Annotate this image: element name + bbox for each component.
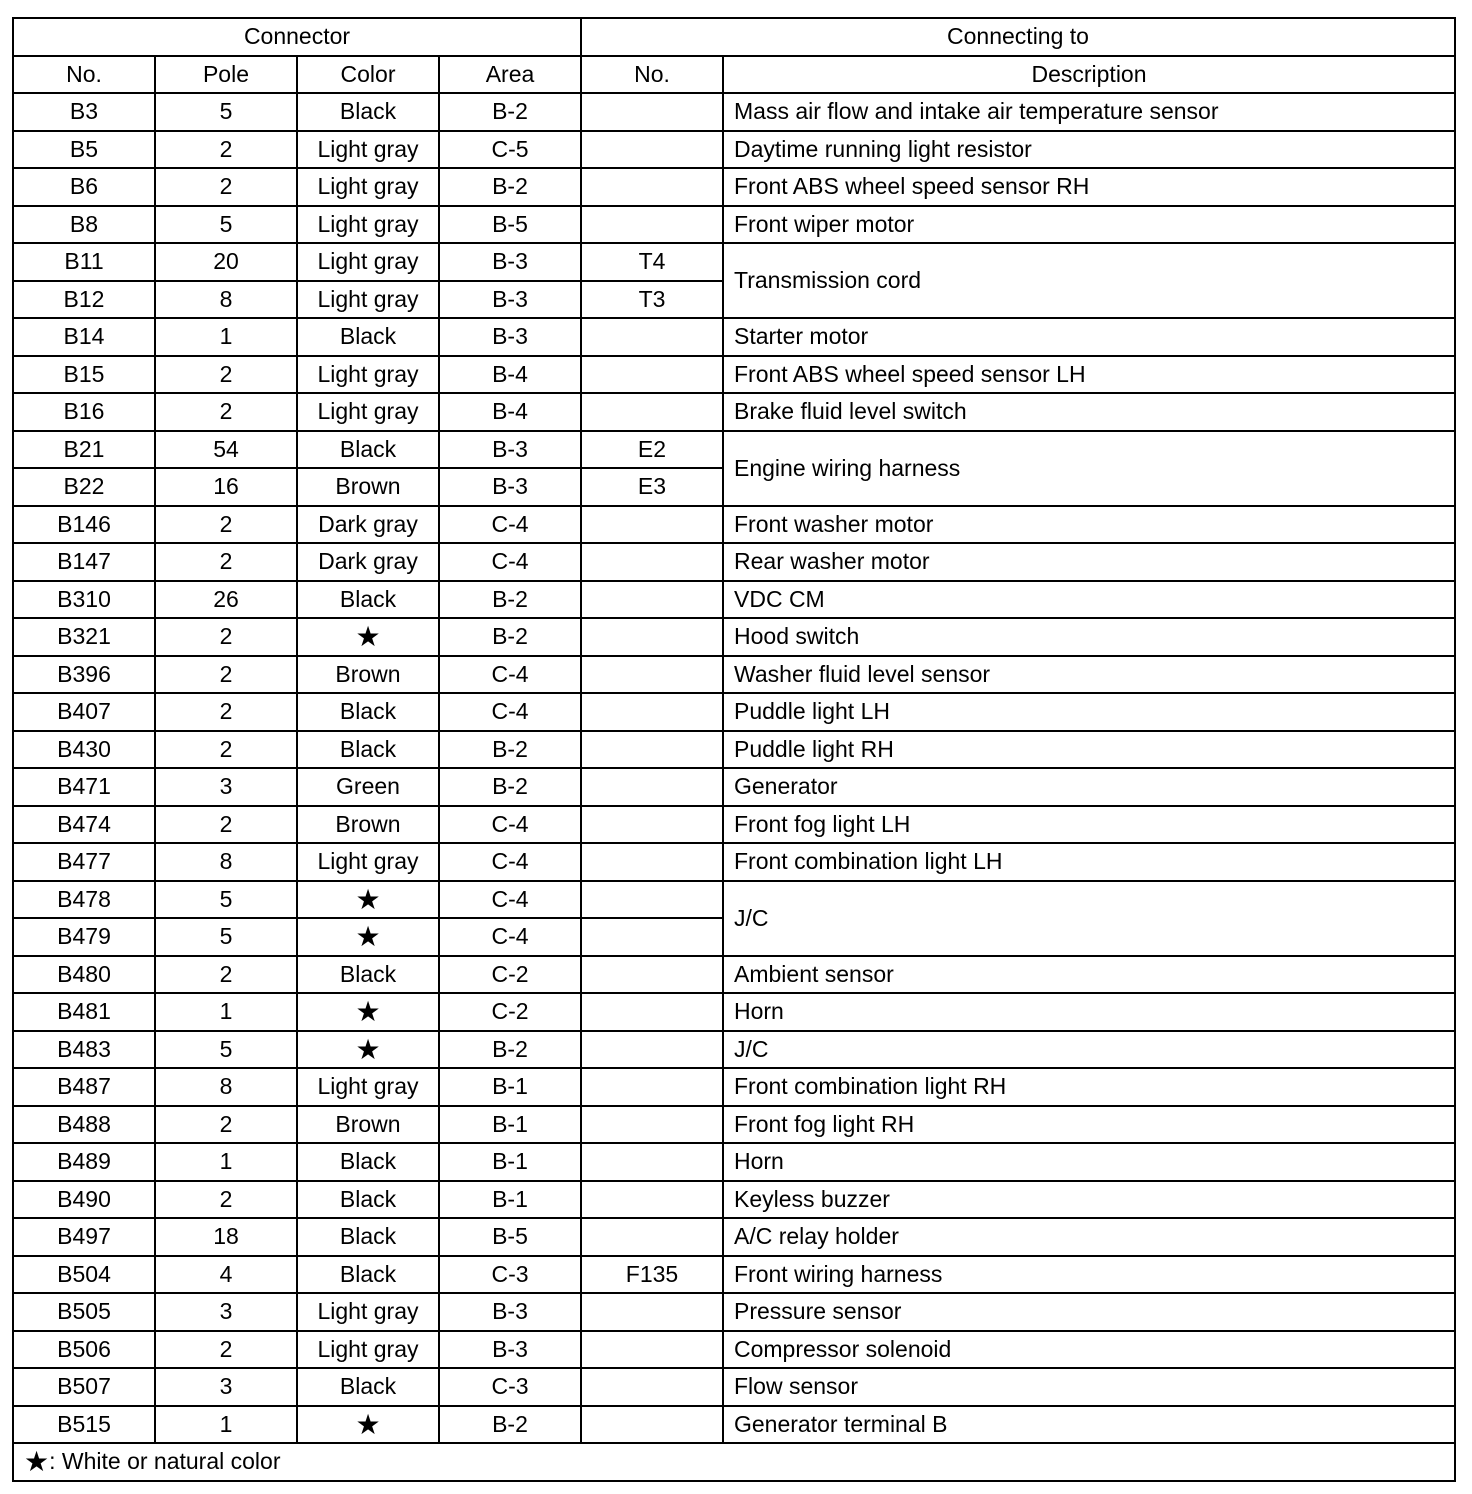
header-area: Area: [439, 56, 581, 94]
cell-connecting-no: [581, 768, 723, 806]
cell-connector-no: B21: [13, 431, 155, 469]
cell-pole: 54: [155, 431, 297, 469]
cell-connecting-no: E3: [581, 468, 723, 506]
cell-pole: 2: [155, 806, 297, 844]
cell-connector-no: B14: [13, 318, 155, 356]
cell-color: Black: [297, 93, 439, 131]
cell-connector-no: B505: [13, 1293, 155, 1331]
cell-description: Engine wiring harness: [723, 431, 1455, 506]
cell-description: Generator: [723, 768, 1455, 806]
cell-connector-no: B483: [13, 1031, 155, 1069]
table-row: [13, 768, 1455, 806]
cell-area: C-2: [439, 993, 581, 1031]
cell-connector-no: B471: [13, 768, 155, 806]
table-row: [13, 993, 1455, 1031]
cell-area: B-2: [439, 93, 581, 131]
cell-area: C-4: [439, 656, 581, 694]
cell-description: Washer fluid level sensor: [723, 656, 1455, 694]
cell-connector-no: B407: [13, 693, 155, 731]
table-row: [13, 693, 1455, 731]
cell-pole: 1: [155, 1143, 297, 1181]
cell-description: Mass air flow and intake air temperature sensor: [723, 93, 1455, 131]
cell-pole: 2: [155, 1106, 297, 1144]
cell-pole: 3: [155, 1293, 297, 1331]
cell-pole: 2: [155, 168, 297, 206]
cell-pole: 1: [155, 318, 297, 356]
cell-connector-no: B22: [13, 468, 155, 506]
cell-area: C-4: [439, 806, 581, 844]
header-pole: Pole: [155, 56, 297, 94]
cell-area: C-3: [439, 1368, 581, 1406]
header-description: Description: [723, 56, 1455, 94]
cell-pole: 2: [155, 356, 297, 394]
cell-connecting-no: [581, 1068, 723, 1106]
cell-color: Light gray: [297, 243, 439, 281]
table-row: [13, 506, 1455, 544]
cell-area: B-1: [439, 1143, 581, 1181]
cell-connecting-no: [581, 993, 723, 1031]
cell-pole: 5: [155, 206, 297, 244]
cell-pole: 2: [155, 956, 297, 994]
table-row: [13, 318, 1455, 356]
cell-connecting-no: [581, 806, 723, 844]
table-row: [13, 356, 1455, 394]
cell-connecting-no: [581, 206, 723, 244]
cell-area: B-2: [439, 1406, 581, 1444]
cell-connecting-no: [581, 168, 723, 206]
cell-color: ★: [297, 993, 439, 1031]
cell-description: Ambient sensor: [723, 956, 1455, 994]
cell-color: Black: [297, 1181, 439, 1219]
cell-connector-no: B16: [13, 393, 155, 431]
cell-connector-no: B479: [13, 918, 155, 956]
cell-color: Black: [297, 693, 439, 731]
cell-area: B-5: [439, 206, 581, 244]
cell-color: Black: [297, 1218, 439, 1256]
table-row: [13, 243, 1455, 281]
cell-area: B-5: [439, 1218, 581, 1256]
cell-area: B-2: [439, 618, 581, 656]
cell-pole: 26: [155, 581, 297, 619]
cell-connecting-no: [581, 1031, 723, 1069]
cell-color: Dark gray: [297, 506, 439, 544]
cell-pole: 2: [155, 731, 297, 769]
footnote: [13, 1443, 1455, 1481]
cell-pole: 20: [155, 243, 297, 281]
cell-connector-no: B430: [13, 731, 155, 769]
cell-area: B-3: [439, 431, 581, 469]
cell-description: Front wiper motor: [723, 206, 1455, 244]
cell-connector-no: B478: [13, 881, 155, 919]
cell-connector-no: B6: [13, 168, 155, 206]
table-row: [13, 731, 1455, 769]
cell-area: B-3: [439, 1331, 581, 1369]
cell-color: Brown: [297, 1106, 439, 1144]
cell-pole: 2: [155, 506, 297, 544]
cell-description: Starter motor: [723, 318, 1455, 356]
cell-color: Brown: [297, 656, 439, 694]
cell-description: Front ABS wheel speed sensor LH: [723, 356, 1455, 394]
cell-area: B-2: [439, 581, 581, 619]
cell-pole: 5: [155, 881, 297, 919]
cell-connecting-no: F135: [581, 1256, 723, 1294]
table-row: [13, 206, 1455, 244]
cell-pole: 2: [155, 693, 297, 731]
cell-connecting-no: [581, 1331, 723, 1369]
cell-color: Black: [297, 1143, 439, 1181]
table-row: [13, 168, 1455, 206]
cell-color: Black: [297, 1368, 439, 1406]
cell-description: Front washer motor: [723, 506, 1455, 544]
table-row: [13, 431, 1455, 469]
cell-connector-no: B146: [13, 506, 155, 544]
table-row: [13, 393, 1455, 431]
cell-connecting-no: [581, 1368, 723, 1406]
cell-pole: 2: [155, 618, 297, 656]
header-no: No.: [13, 56, 155, 94]
cell-area: C-3: [439, 1256, 581, 1294]
cell-pole: 3: [155, 1368, 297, 1406]
cell-connector-no: B15: [13, 356, 155, 394]
cell-description: Transmission cord: [723, 243, 1455, 318]
cell-area: C-4: [439, 881, 581, 919]
cell-connector-no: B481: [13, 993, 155, 1031]
cell-color: ★: [297, 618, 439, 656]
cell-area: B-2: [439, 731, 581, 769]
table-row: [13, 543, 1455, 581]
cell-connecting-no: T3: [581, 281, 723, 319]
cell-description: VDC CM: [723, 581, 1455, 619]
table-row: [13, 581, 1455, 619]
cell-description: Front wiring harness: [723, 1256, 1455, 1294]
cell-connector-no: B497: [13, 1218, 155, 1256]
cell-color: Brown: [297, 468, 439, 506]
table-row: [13, 1406, 1455, 1444]
table-row: [13, 881, 1455, 919]
cell-description: Horn: [723, 1143, 1455, 1181]
cell-color: ★: [297, 881, 439, 919]
cell-connector-no: B12: [13, 281, 155, 319]
table-row: [13, 956, 1455, 994]
cell-connector-no: B477: [13, 843, 155, 881]
cell-connector-no: B147: [13, 543, 155, 581]
cell-pole: 2: [155, 543, 297, 581]
table-row: [13, 806, 1455, 844]
cell-connector-no: B11: [13, 243, 155, 281]
cell-color: Light gray: [297, 168, 439, 206]
cell-color: Black: [297, 956, 439, 994]
cell-area: C-4: [439, 843, 581, 881]
table-row: [13, 1256, 1455, 1294]
footnote-text: : White or natural color: [49, 1448, 281, 1475]
cell-color: Light gray: [297, 281, 439, 319]
cell-pole: 8: [155, 281, 297, 319]
cell-connector-no: B5: [13, 131, 155, 169]
cell-area: C-4: [439, 918, 581, 956]
cell-connecting-no: [581, 656, 723, 694]
table-row: [13, 1331, 1455, 1369]
cell-area: B-1: [439, 1106, 581, 1144]
cell-connector-no: B310: [13, 581, 155, 619]
cell-description: Keyless buzzer: [723, 1181, 1455, 1219]
cell-connecting-no: [581, 843, 723, 881]
cell-pole: 2: [155, 1181, 297, 1219]
cell-pole: 16: [155, 468, 297, 506]
cell-connector-no: B487: [13, 1068, 155, 1106]
cell-connector-no: B504: [13, 1256, 155, 1294]
cell-description: Front combination light RH: [723, 1068, 1455, 1106]
cell-connecting-no: [581, 1406, 723, 1444]
cell-area: B-3: [439, 243, 581, 281]
cell-area: C-4: [439, 693, 581, 731]
cell-connector-no: B3: [13, 93, 155, 131]
cell-pole: 3: [155, 768, 297, 806]
cell-color: Light gray: [297, 1331, 439, 1369]
cell-color: Black: [297, 731, 439, 769]
cell-color: Light gray: [297, 843, 439, 881]
cell-color: ★: [297, 1406, 439, 1444]
cell-connector-no: B321: [13, 618, 155, 656]
cell-connecting-no: [581, 881, 723, 919]
cell-description: Front fog light RH: [723, 1106, 1455, 1144]
cell-area: C-2: [439, 956, 581, 994]
cell-color: Dark gray: [297, 543, 439, 581]
cell-connector-no: B507: [13, 1368, 155, 1406]
cell-area: B-4: [439, 356, 581, 394]
cell-color: Light gray: [297, 131, 439, 169]
cell-area: C-4: [439, 506, 581, 544]
cell-color: Black: [297, 318, 439, 356]
cell-connecting-no: [581, 131, 723, 169]
cell-description: J/C: [723, 1031, 1455, 1069]
cell-pole: 2: [155, 1331, 297, 1369]
cell-connecting-no: [581, 1143, 723, 1181]
table-row: [13, 1031, 1455, 1069]
cell-connecting-no: [581, 506, 723, 544]
cell-connector-no: B506: [13, 1331, 155, 1369]
table-row: [13, 843, 1455, 881]
cell-area: C-5: [439, 131, 581, 169]
cell-pole: 1: [155, 993, 297, 1031]
cell-color: Light gray: [297, 393, 439, 431]
cell-description: Generator terminal B: [723, 1406, 1455, 1444]
cell-description: Daytime running light resistor: [723, 131, 1455, 169]
cell-connecting-no: T4: [581, 243, 723, 281]
cell-connecting-no: [581, 1218, 723, 1256]
cell-connecting-no: [581, 1106, 723, 1144]
cell-area: C-4: [439, 543, 581, 581]
cell-area: B-3: [439, 468, 581, 506]
cell-description: J/C: [723, 881, 1455, 956]
cell-connector-no: B489: [13, 1143, 155, 1181]
cell-color: Light gray: [297, 206, 439, 244]
cell-connector-no: B488: [13, 1106, 155, 1144]
cell-description: Rear washer motor: [723, 543, 1455, 581]
cell-connector-no: B8: [13, 206, 155, 244]
cell-connecting-no: [581, 956, 723, 994]
cell-pole: 2: [155, 131, 297, 169]
cell-description: Front combination light LH: [723, 843, 1455, 881]
cell-pole: 5: [155, 918, 297, 956]
cell-connecting-no: [581, 93, 723, 131]
cell-pole: 5: [155, 93, 297, 131]
table-row: [13, 656, 1455, 694]
cell-pole: 2: [155, 656, 297, 694]
header-connecting-to: Connecting to: [581, 18, 1455, 56]
cell-color: Black: [297, 431, 439, 469]
cell-area: B-1: [439, 1181, 581, 1219]
table-row: [13, 131, 1455, 169]
cell-area: B-2: [439, 1031, 581, 1069]
cell-connecting-no: [581, 393, 723, 431]
cell-connecting-no: [581, 618, 723, 656]
cell-connecting-no: [581, 318, 723, 356]
cell-description: Brake fluid level switch: [723, 393, 1455, 431]
cell-connecting-no: [581, 356, 723, 394]
connector-table: [12, 17, 1456, 1482]
cell-color: Light gray: [297, 356, 439, 394]
star-icon: ★: [24, 1446, 50, 1478]
cell-connecting-no: [581, 693, 723, 731]
header-conn-no: No.: [581, 56, 723, 94]
cell-connecting-no: [581, 918, 723, 956]
cell-connecting-no: E2: [581, 431, 723, 469]
cell-connector-no: B490: [13, 1181, 155, 1219]
cell-connector-no: B396: [13, 656, 155, 694]
cell-connecting-no: [581, 1181, 723, 1219]
header-column-row: [13, 56, 1455, 94]
cell-color: Brown: [297, 806, 439, 844]
table-row: [13, 1106, 1455, 1144]
cell-description: Compressor solenoid: [723, 1331, 1455, 1369]
cell-pole: 8: [155, 1068, 297, 1106]
cell-description: Front fog light LH: [723, 806, 1455, 844]
cell-description: Pressure sensor: [723, 1293, 1455, 1331]
table-row: [13, 1068, 1455, 1106]
cell-color: Green: [297, 768, 439, 806]
cell-description: Puddle light LH: [723, 693, 1455, 731]
cell-color: Light gray: [297, 1293, 439, 1331]
cell-color: Black: [297, 1256, 439, 1294]
header-group-row: [13, 18, 1455, 56]
cell-area: B-3: [439, 1293, 581, 1331]
cell-area: B-2: [439, 168, 581, 206]
cell-connecting-no: [581, 1293, 723, 1331]
cell-area: B-1: [439, 1068, 581, 1106]
table-row: [13, 1143, 1455, 1181]
cell-color: ★: [297, 1031, 439, 1069]
table-row: [13, 1218, 1455, 1256]
header-connector: Connector: [13, 18, 581, 56]
cell-pole: 18: [155, 1218, 297, 1256]
cell-description: Flow sensor: [723, 1368, 1455, 1406]
cell-description: Front ABS wheel speed sensor RH: [723, 168, 1455, 206]
cell-connecting-no: [581, 543, 723, 581]
cell-color: Light gray: [297, 1068, 439, 1106]
cell-pole: 4: [155, 1256, 297, 1294]
cell-connector-no: B480: [13, 956, 155, 994]
cell-area: B-4: [439, 393, 581, 431]
table-row: [13, 1293, 1455, 1331]
cell-description: Horn: [723, 993, 1455, 1031]
cell-connector-no: B515: [13, 1406, 155, 1444]
table-row: [13, 93, 1455, 131]
cell-area: B-3: [439, 318, 581, 356]
table-row: [13, 618, 1455, 656]
table-body: [13, 93, 1455, 1443]
table-row: [13, 1368, 1455, 1406]
cell-pole: 8: [155, 843, 297, 881]
cell-pole: 2: [155, 393, 297, 431]
cell-description: Hood switch: [723, 618, 1455, 656]
cell-connecting-no: [581, 731, 723, 769]
cell-pole: 5: [155, 1031, 297, 1069]
footnote-row: [13, 1443, 1455, 1481]
cell-area: B-3: [439, 281, 581, 319]
cell-connecting-no: [581, 581, 723, 619]
cell-color: Black: [297, 581, 439, 619]
header-color: Color: [297, 56, 439, 94]
table-row: [13, 1181, 1455, 1219]
cell-description: Puddle light RH: [723, 731, 1455, 769]
cell-area: B-2: [439, 768, 581, 806]
cell-connector-no: B474: [13, 806, 155, 844]
cell-description: A/C relay holder: [723, 1218, 1455, 1256]
cell-color: ★: [297, 918, 439, 956]
cell-pole: 1: [155, 1406, 297, 1444]
